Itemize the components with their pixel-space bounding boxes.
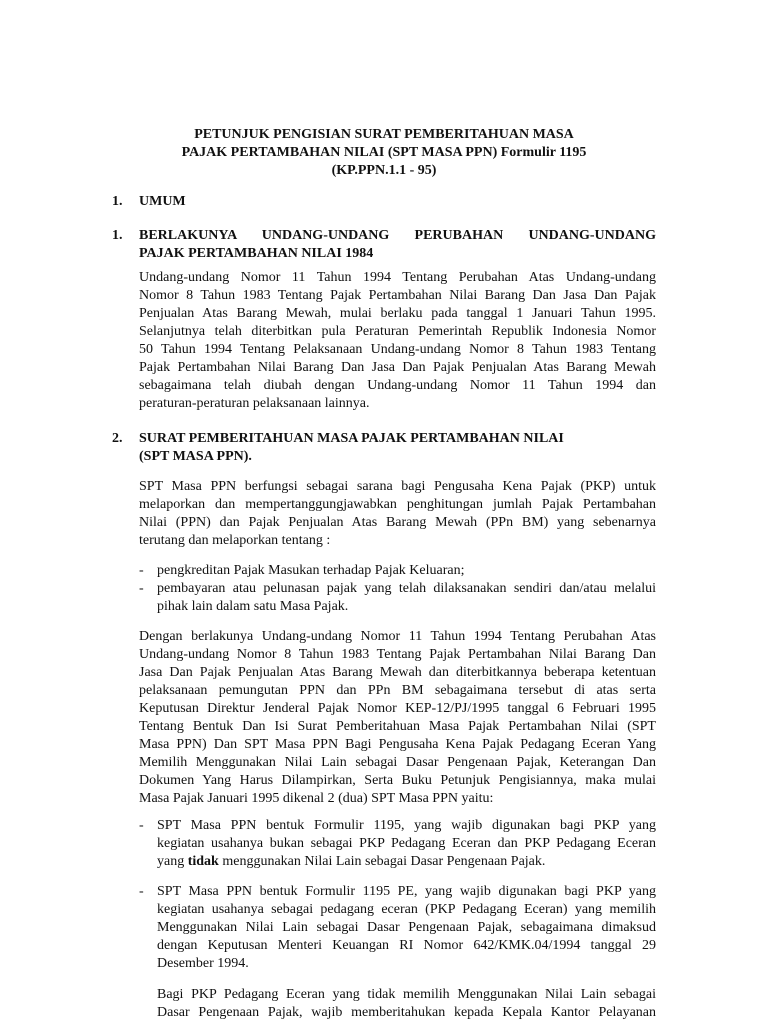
section2-heading-line1: SURAT PEMBERITAHUAN MASA PAJAK PERTAMBAHAN NILAI [139, 431, 564, 446]
list-item-line: kegiatan usahanya sebagai pedagang eceran (PKP Pedagang Eceran) yang memilih [157, 902, 656, 917]
paragraph-line: Dasar Pengenaan Pajak, wajib memberitahukan kepada Kepala Kantor Pelayanan [157, 1005, 656, 1020]
paragraph-line: Bagi PKP Pedagang Eceran yang tidak memilih Menggunakan Nilai Lain sebagai [157, 987, 656, 1002]
list-bullet: - [139, 581, 144, 596]
list-bullet: - [139, 563, 144, 578]
section1-heading [139, 227, 656, 263]
section-umum-number: 1. [112, 194, 123, 209]
document-title-line1: PETUNJUK PENGISIAN SURAT PEMBERITAHUAN MASA [194, 127, 574, 142]
paragraph-line: peraturan-peraturan pelaksanaan lainnya. [139, 396, 370, 411]
paragraph-line: Masa Pajak Januari 1995 dikenal 2 (dua) SPT Masa PPN yaitu: [139, 791, 494, 806]
paragraph-line: Undang-undang Nomor 8 Tahun 1983 Tentang Pajak Pertambahan Nilai Barang Dan [139, 647, 656, 662]
paragraph-line: Nilai (PPN) dan Pajak Penjualan Atas Barang Mewah (PPn BM) yang sebenarnya [139, 515, 656, 530]
paragraph-line: terutang dan melaporkan tentang : [139, 533, 331, 548]
paragraph-line: Jasa Dan Pajak Penjualan Atas Barang Mewah dan diterbitkannya beberapa ketentuan [139, 665, 656, 680]
list-item-line: kegiatan usahanya bukan sebagai PKP Pedagang Eceran dan PKP Pedagang Eceran [157, 836, 656, 851]
list-item-line: SPT Masa PPN bentuk Formulir 1195, yang wajib digunakan bagi PKP yang [157, 818, 656, 833]
emphasis-text: tidak [187, 854, 219, 869]
list-item-line: pembayaran atau pelunasan pajak yang telah dilaksanakan sendiri dan/atau melalui [157, 581, 656, 596]
list-item-line: SPT Masa PPN bentuk Formulir 1195 PE, yang wajib digunakan bagi PKP yang [157, 884, 656, 899]
paragraph-line: SPT Masa PPN berfungsi sebagai sarana bagi Pengusaha Kena Pajak (PKP) untuk [139, 479, 656, 494]
section1-heading-line1: BERLAKUNYA UNDANG-UNDANG PERUBAHAN UNDANG-UNDANG [139, 228, 656, 243]
section2-paragraph3 [157, 986, 656, 1022]
paragraph-line: Selanjutnya telah diterbitkan pula Peraturan Pemerintah Republik Indonesia Nomor [139, 324, 656, 339]
section2-number: 2. [112, 431, 123, 446]
section1-heading-line2: PAJAK PERTAMBAHAN NILAI 1984 [139, 246, 374, 261]
section-umum-heading: UMUM [139, 194, 186, 209]
paragraph-line: Pajak Pertambahan Nilai Barang Dan Jasa Dan Pajak Penjualan Atas Barang Mewah [139, 360, 656, 375]
section1-paragraph [139, 269, 656, 413]
list-item-line: Desember 1994. [157, 956, 249, 971]
paragraph-line: Nomor 8 Tahun 1983 Tentang Pajak Pertambahan Nilai Barang Dan Jasa Dan Pajak [139, 288, 656, 303]
list-item [157, 883, 656, 973]
paragraph-line: Masa PPN) Dan SPT Masa PPN Bagi Pengusaha Kena Pajak Pedagang Eceran Yang [139, 737, 656, 752]
list-bullet: - [139, 818, 144, 833]
paragraph-line: melaporkan dan mempertanggungjawabkan penghitungan jumlah Pajak Pertambahan [139, 497, 656, 512]
section1-number: 1. [112, 228, 123, 243]
paragraph-line: pelaksanaan pemungutan PPN dan PPn BM sebagaimana tersebut di atas serta [139, 683, 656, 698]
document-title-line3: (KP.PPN.1.1 - 95) [331, 163, 437, 178]
section2-paragraph1 [139, 478, 656, 550]
section2-heading [139, 430, 564, 466]
list-item [157, 562, 656, 580]
list-item [157, 817, 656, 871]
list-bullet: - [139, 884, 144, 899]
paragraph-line: Memilih Menggunakan Nilai Lain sebagai Dasar Pengenaan Pajak, Keterangan Dan [139, 755, 656, 770]
section2-paragraph2 [139, 628, 656, 808]
section2-heading-line2: (SPT MASA PPN). [139, 449, 252, 464]
list-item [157, 580, 656, 616]
document-title-line2: PAJAK PERTAMBAHAN NILAI (SPT MASA PPN) Formulir 1195 [181, 145, 587, 160]
list-item-line: pengkreditan Pajak Masukan terhadap Pajak Keluaran; [157, 563, 465, 578]
paragraph-line: Penjualan Atas Barang Mewah, mulai berlaku pada tanggal 1 Januari Tahun 1995. [139, 306, 656, 321]
list-item-text: yang [157, 854, 188, 869]
list-item-line: dengan Keputusan Menteri Keuangan RI Nomor 642/KMK.04/1994 tanggal 29 [157, 938, 656, 953]
list-item-line: pihak lain dalam satu Masa Pajak. [157, 599, 349, 614]
paragraph-line: Keputusan Direktur Jenderal Pajak Nomor KEP-12/PJ/1995 tanggal 6 Februari 1995 [139, 701, 656, 716]
paragraph-line: 50 Tahun 1994 Tentang Pelaksanaan Undang-undang Nomor 8 Tahun 1983 Tentang [139, 342, 656, 357]
list-item-line: Menggunakan Nilai Lain sebagai Dasar Pengenaan Pajak, sebagaimana dimaksud [157, 920, 656, 935]
list-item-text: menggunakan Nilai Lain sebagai Dasar Pengenaan Pajak. [218, 854, 546, 869]
paragraph-line: sebagaimana telah diubah dengan Undang-undang Nomor 11 Tahun 1994 dan [139, 378, 656, 393]
list-item-line [157, 853, 656, 871]
paragraph-line: Dokumen Yang Harus Dilampirkan, Serta Buku Petunjuk Pengisiannya, maka mulai [139, 773, 656, 788]
paragraph-line: Tentang Bentuk Dan Isi Surat Pemberitahuan Masa Pajak Pertambahan Nilai (SPT [139, 719, 656, 734]
paragraph-line: Dengan berlakunya Undang-undang Nomor 11 Tahun 1994 Tentang Perubahan Atas [139, 629, 656, 644]
paragraph-line: Undang-undang Nomor 11 Tahun 1994 Tentang Perubahan Atas Undang-undang [139, 270, 656, 285]
